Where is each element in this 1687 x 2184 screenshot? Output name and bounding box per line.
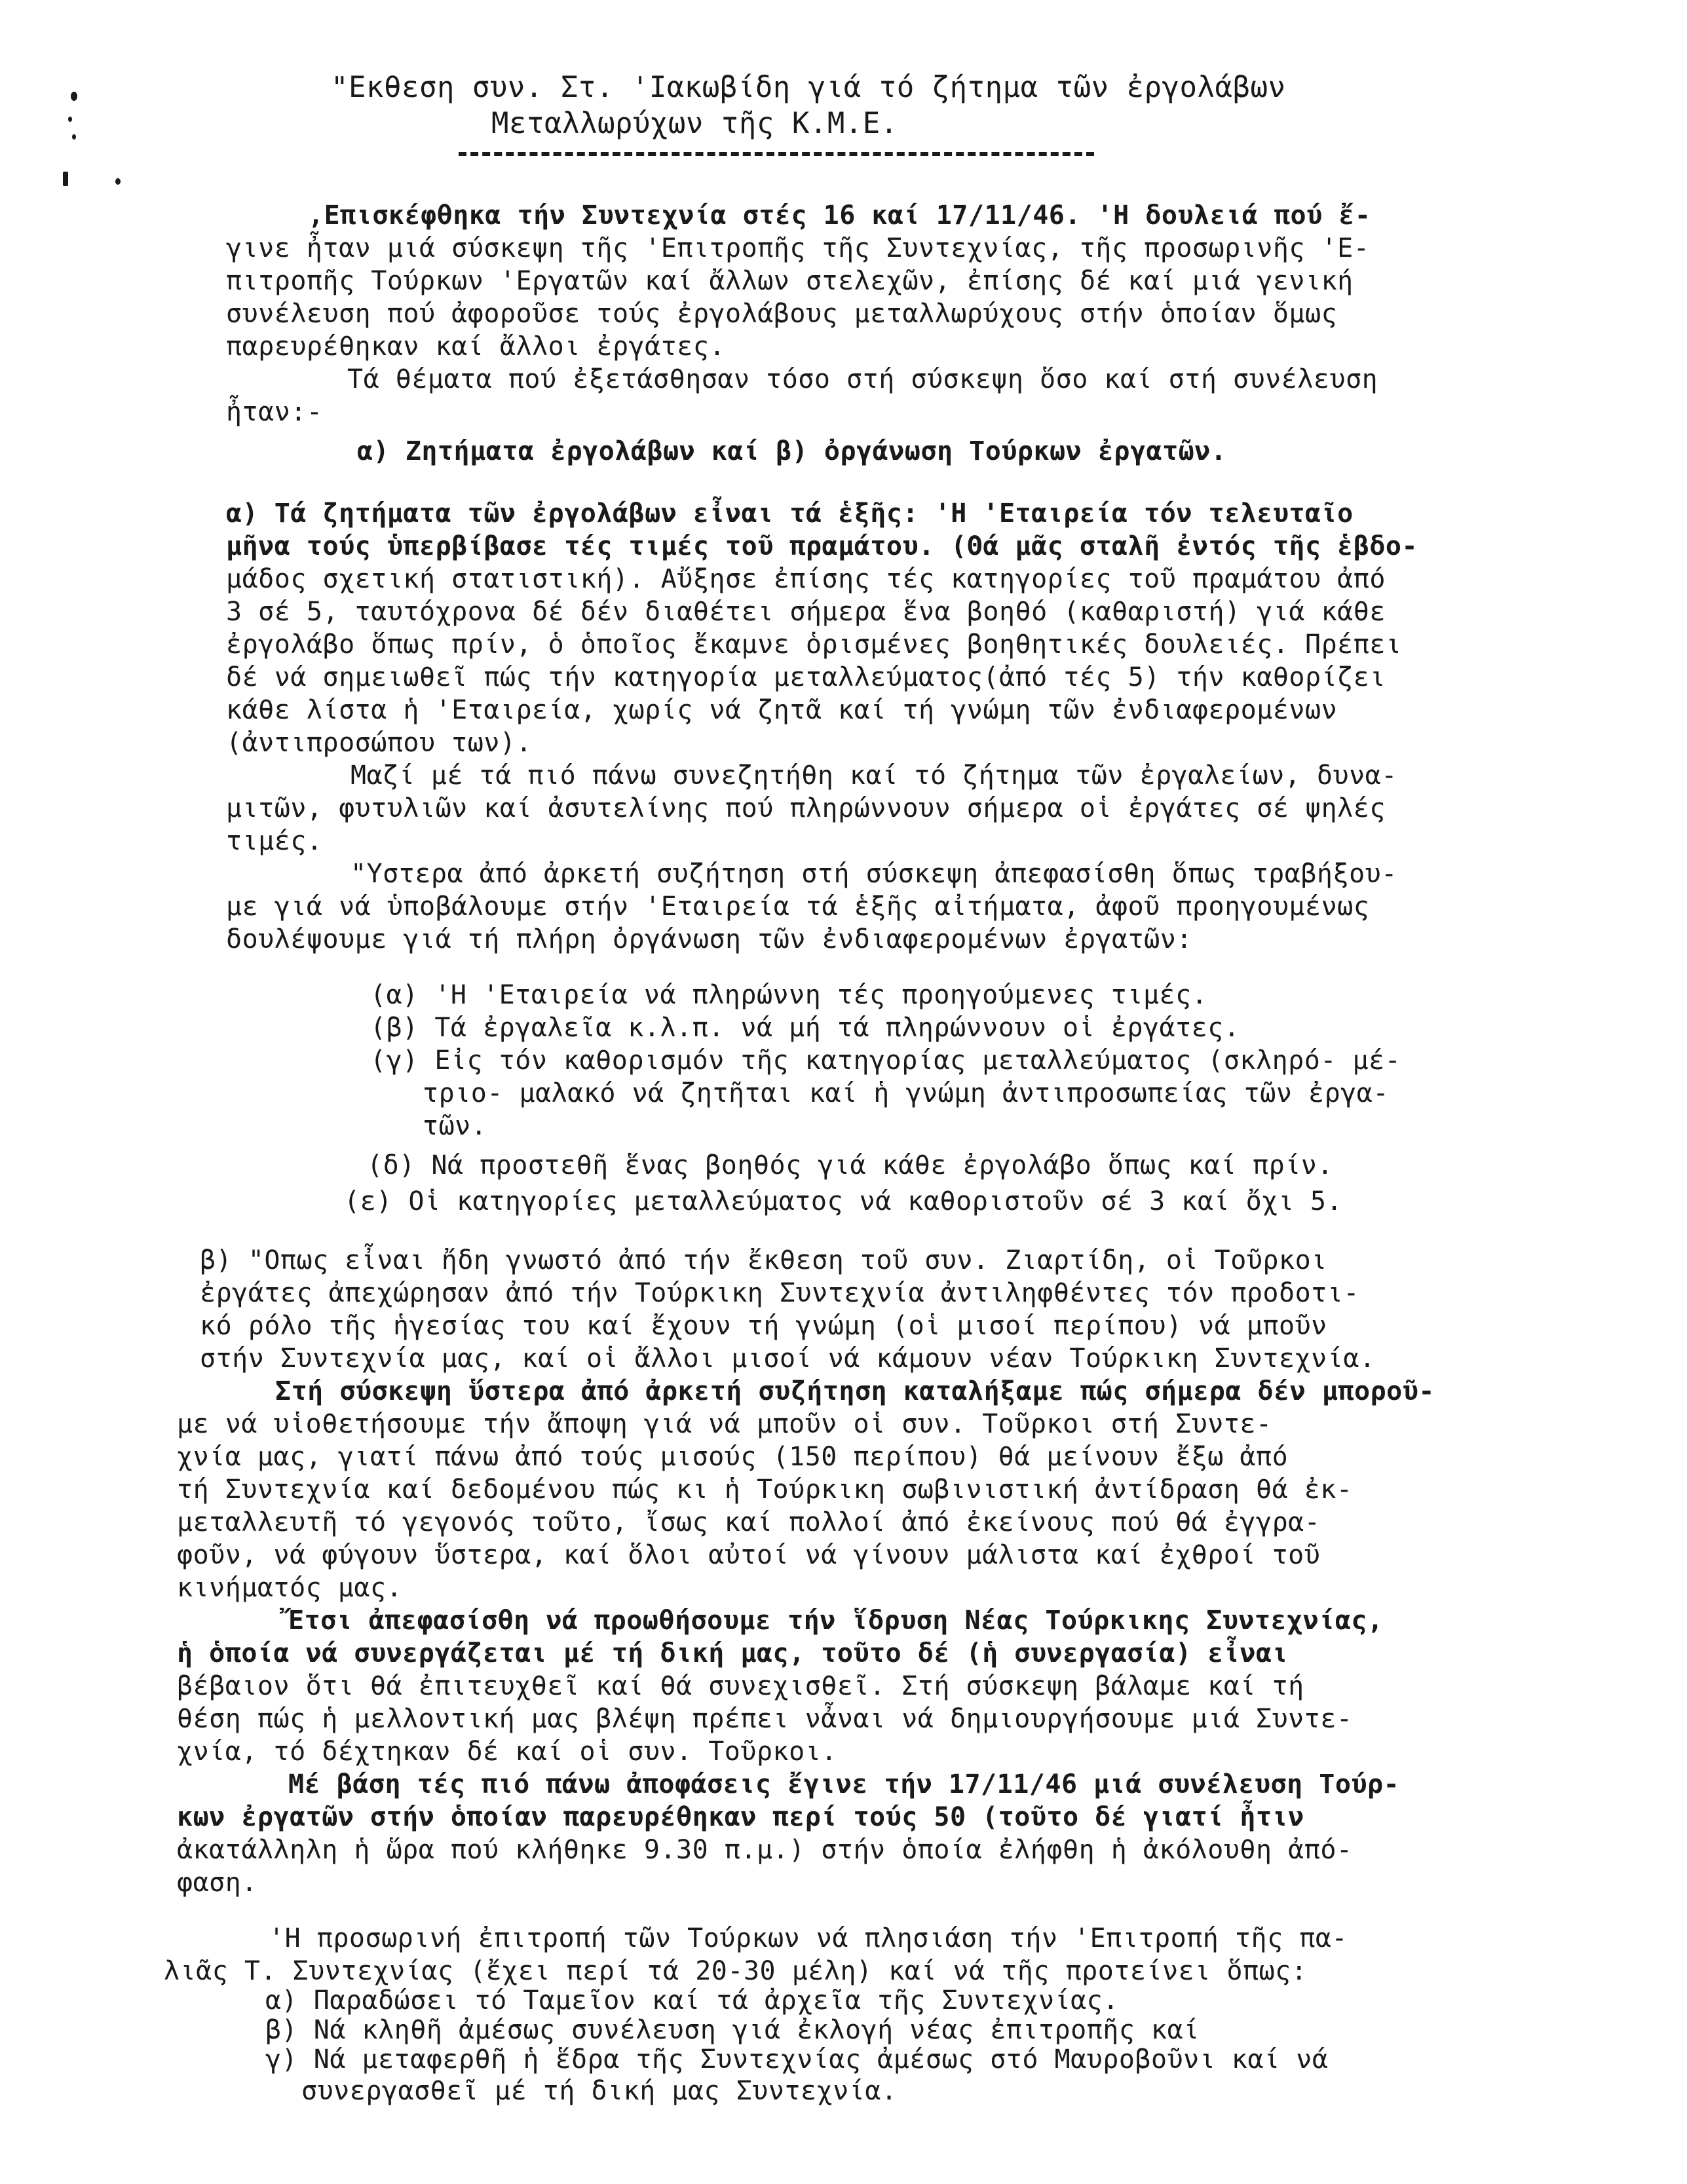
text-line: 'Η προσωρινή ἐπιτροπή τῶν Τούρκων νά πλησιάση τήν 'Επιτροπή τῆς πα- xyxy=(269,1923,1348,1953)
text-line: 3 σέ 5, ταυτόχρονα δέ δέν διαθέτει σήμερα ἕνα βοηθό (καθαριστή) γιά κάθε xyxy=(226,597,1386,627)
text-line: ἐργολάβο ὅπως πρίν, ὁ ὁποῖος ἔκαμνε ὁρισμένες βοηθητικές δουλειές. Πρέπει xyxy=(226,630,1402,660)
text-line: α) Ζητήματα ἐργολάβων καί β) ὀργάνωση Τούρκων ἐργατῶν. xyxy=(357,436,1227,466)
decision-item: α) Παραδώσει τό Ταμεῖον καί τά ἀρχεῖα τῆς Συντεχνίας. xyxy=(265,1986,1119,2016)
text-line: ,Επισκέφθηκα τήν Συντεχνία στές 16 καί 17/11/46. 'Η δουλειά πού ἔ- xyxy=(308,200,1371,231)
text-line: ἦταν:- xyxy=(226,397,323,427)
text-line: γινε ἦταν μιά σύσκεψη τῆς 'Επιτροπῆς τῆς Συντεχνίας, τῆς προσωρινῆς 'Ε- xyxy=(226,233,1370,263)
text-line: φοῦν, νά φύγουν ὕστερα, καί ὅλοι αὐτοί νά γίνουν μάλιστα καί ἐχθροί τοῦ xyxy=(177,1540,1321,1570)
text-line: α) Τά ζητήματα τῶν ἐργολάβων εἶναι τά ἑξῆς: 'Η 'Εταιρεία τόν τελευταῖο xyxy=(226,499,1354,529)
demand-item: (γ) Εἰς τόν καθορισμόν τῆς κατηγορίας μεταλλεύματος (σκληρό- μέ- xyxy=(370,1045,1401,1076)
text-line: Τά θέματα πού ἐξετάσθησαν τόσο στή σύσκεψη ὅσο καί στή συνέλευση xyxy=(347,364,1378,394)
margin-speck xyxy=(115,178,121,185)
text-line: μεταλλευτῆ τό γεγονός τοῦτο, ἴσως καί πολλοί ἀπό ἐκείνους πού θά ἐγγρα- xyxy=(177,1507,1321,1537)
text-line: στήν Συντεχνία μας, καί οἱ ἄλλοι μισοί νά κάμουν νέαν Τούρκικη Συντεχνία. xyxy=(200,1344,1376,1374)
text-line: δέ νά σημειωθεῖ πώς τήν κατηγορία μεταλλεύματος(ἀπό τές 5) τήν καθορίζει xyxy=(226,662,1386,692)
demand-item: (ε) Οἱ κατηγορίες μεταλλεύματος νά καθοριστοῦν σέ 3 καί ὄχι 5. xyxy=(344,1186,1343,1216)
margin-speck xyxy=(68,117,72,122)
text-line: Ἔτσι ἀπεφασίσθη νά προωθήσουμε τήν ἵδρυση Νέας Τούρκικης Συντεχνίας, xyxy=(288,1606,1384,1636)
text-line: μῆνα τούς ὑπερβίβασε τές τιμές τοῦ πραμάτου. (Θά μᾶς σταλῆ ἐντός τῆς ἑβδο- xyxy=(226,531,1418,561)
text-line: μιτῶν, φυτυλιῶν καί ἀσυτελίνης πού πληρώννουν σήμερα οἱ ἐργάτες σέ ψηλές xyxy=(226,793,1386,823)
text-line: με νά υἱοθετήσουμε τήν ἄποψη γιά νά μποῦν οἱ συν. Τοῦρκοι στή Συντε- xyxy=(177,1409,1272,1439)
document-title-line-2: Μεταλλωρύχων τῆς Κ.Μ.Ε. xyxy=(491,107,898,140)
text-line: λιᾶς Τ. Συντεχνίας (ἔχει περί τά 20-30 μέλη) καί νά τῆς προτείνει ὅπως: xyxy=(164,1956,1308,1986)
text-line: Στή σύσκεψη ὕστερα ἀπό ἀρκετή συζήτηση καταλήξαμε πώς σήμερα δέν μποροῦ- xyxy=(275,1376,1435,1406)
decision-item: β) Νά κληθῆ ἀμέσως συνέλευση γιά ἐκλογή νέας ἐπιτροπῆς καί xyxy=(265,2015,1200,2045)
text-line: (ἀντιπροσώπου των). xyxy=(226,728,533,758)
text-line: ἐργάτες ἀπεχώρησαν ἀπό τήν Τούρκικη Συντεχνία ἀντιληφθέντες τόν προδοτι- xyxy=(200,1278,1359,1308)
demand-item: τῶν. xyxy=(423,1111,487,1141)
text-line: κων ἐργατῶν στήν ὁποίαν παρευρέθηκαν περί τούς 50 (τοῦτο δέ γιατί ἦτιν xyxy=(177,1802,1304,1832)
demand-item: (β) Τά ἐργαλεῖα κ.λ.π. νά μή τά πληρώννουν οἱ ἐργάτες. xyxy=(370,1013,1240,1043)
document-title-line-1: "Εκθεση συν. Στ. 'Ιακωβίδη γιά τό ζήτημα τῶν ἐργολάβων xyxy=(331,71,1286,104)
demand-item: (α) 'Η 'Εταιρεία νά πληρώννη τές προηγούμενες τιμές. xyxy=(370,980,1208,1010)
text-line: ἀκατάλληλη ἡ ὥρα πού κλήθηκε 9.30 π.μ.) στήν ὁποία ἐλήφθη ἡ ἀκόλουθη ἀπό- xyxy=(177,1835,1353,1865)
text-line: κό ρόλο τῆς ἡγεσίας του καί ἔχουν τή γνώμη (οἱ μισοί περίπου) νά μποῦν xyxy=(200,1311,1327,1341)
demand-item: (δ) Νά προστεθῆ ἕνας βοηθός γιά κάθε ἐργολάβο ὅπως καί πρίν. xyxy=(367,1150,1333,1180)
decision-item: συνεργασθεῖ μέ τή δική μας Συντεχνία. xyxy=(301,2076,898,2106)
text-line: παρευρέθηκαν καί ἄλλοι ἐργάτες. xyxy=(226,331,726,362)
text-line: με γιά νά ὑποβάλουμε στήν 'Εταιρεία τά ἑξῆς αἰτήματα, ἀφοῦ προηγουμένως xyxy=(226,892,1370,922)
margin-speck xyxy=(72,134,76,140)
text-line: συνέλευση πού ἀφοροῦσε τούς ἐργολάβους μεταλλωρύχους στήν ὁποίαν ὅμως xyxy=(226,299,1338,329)
text-line: Μέ βάση τές πιό πάνω ἀποφάσεις ἔγινε τήν 17/11/46 μιά συνέλευση Τούρ- xyxy=(288,1769,1400,1799)
text-line: χνία, τό δέχτηκαν δέ καί οἱ συν. Τοῦρκοι. xyxy=(177,1737,837,1767)
text-line: θέση πώς ἡ μελλοντική μας βλέψη πρέπει νἆναι νά δημιουργήσουμε μιά Συντε- xyxy=(177,1704,1353,1734)
text-line: τή Συντεχνία καί δεδομένου πώς κι ἡ Τούρκικη σωβινιστική ἀντίδραση θά ἐκ- xyxy=(177,1475,1353,1505)
margin-speck xyxy=(63,172,68,186)
text-line: δουλέψουμε γιά τή πλήρη ὀργάνωση τῶν ἐνδιαφερομένων ἐργατῶν: xyxy=(226,924,1192,954)
text-line: κινήματός μας. xyxy=(177,1573,403,1603)
text-line: β) "Οπως εἶναι ἤδη γνωστό ἀπό τήν ἔκθεση τοῦ συν. Ζιαρτίδη, οἱ Τοῦρκοι xyxy=(200,1245,1327,1275)
text-line: ἡ ὁποία νά συνεργάζεται μέ τή δική μας, τοῦτο δέ (ἡ συνεργασία) εἶναι xyxy=(177,1638,1289,1668)
text-line: μάδος σχετική στατιστική). Αὔξησε ἐπίσης τές κατηγορίες τοῦ πραμάτου ἀπό xyxy=(226,564,1386,594)
text-line: φαση. xyxy=(177,1868,257,1898)
text-line: τιμές. xyxy=(226,826,323,856)
text-line: "Υστερα ἀπό ἀρκετή συζήτηση στή σύσκεψη ἀπεφασίσθη ὅπως τραβήξου- xyxy=(351,859,1397,889)
text-line: χνία μας, γιατί πάνω ἀπό τούς μισούς (150 περίπου) θά μείνουν ἔξω ἀπό xyxy=(177,1442,1289,1472)
text-line: πιτροπῆς Τούρκων 'Εργατῶν καί ἄλλων στελεχῶν, ἐπίσης δέ καί μιά γενική xyxy=(226,266,1354,296)
text-line: κάθε λίστα ἡ 'Εταιρεία, χωρίς νά ζητᾶ καί τή γνώμη τῶν ἐνδιαφερομένων xyxy=(226,695,1338,725)
text-line: Μαζί μέ τά πιό πάνω συνεζητήθη καί τό ζήτημα τῶν ἐργαλείων, δυνα- xyxy=(351,761,1397,791)
decision-item: γ) Νά μεταφερθῆ ἡ ἕδρα τῆς Συντεχνίας ἀμέσως στό Μαυροβοῦνι καί νά xyxy=(265,2044,1329,2075)
title-underline xyxy=(459,152,1094,156)
demand-item: τριο- μαλακό νά ζητῆται καί ἡ γνώμη ἀντιπροσωπείας τῶν ἐργα- xyxy=(423,1078,1389,1108)
margin-speck xyxy=(71,92,77,101)
text-line: βέβαιον ὅτι θά ἐπιτευχθεῖ καί θά συνεχισθεῖ. Στή σύσκεψη βάλαμε καί τή xyxy=(177,1671,1304,1701)
